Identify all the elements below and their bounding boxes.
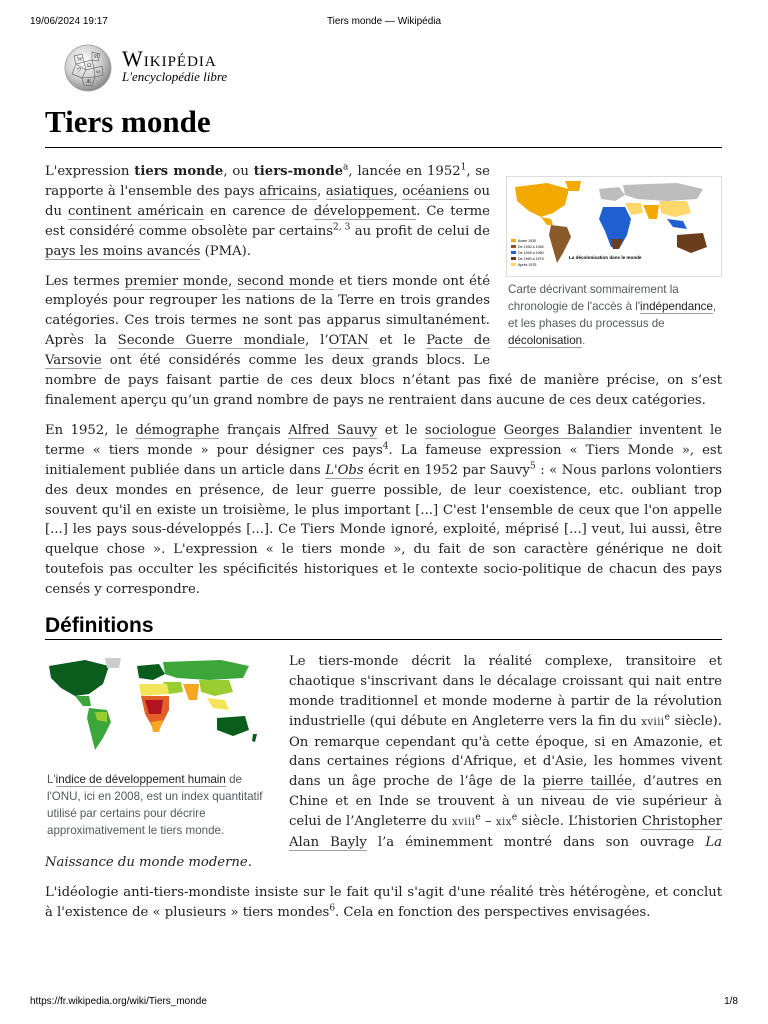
link-alfred-sauvy[interactable]: Alfred Sauvy	[288, 422, 378, 438]
note-a[interactable]: a	[343, 162, 349, 173]
tagline: L'encyclopédie libre	[122, 69, 228, 84]
link-pierre-taillee[interactable]: pierre taillée	[542, 774, 632, 790]
ref-5[interactable]: 5	[529, 461, 536, 472]
hdi-caption: L'indice de développement humain de l'ONU, ici en 2008, est un index quantitatif utilisé par certains pour décrire approximativement le tiers monde.	[47, 772, 263, 837]
legend-item-2: De 1930 à 1945	[518, 245, 544, 249]
link-georges-balandier[interactable]: Georges Balandier	[503, 422, 632, 438]
ref-1[interactable]: 1	[460, 162, 467, 173]
paragraph-anti-tiers-mondiste: L'idéologie anti-tiers-mondiste insiste sur le fait qu'il s'agit d'une réalité très hétérogène, et conclut à l'existence de « plusieurs » tiers mondes$^6$. Cela en fonction des perspectives envisagées.	[45, 884, 722, 920]
link-africains[interactable]: africains	[259, 183, 318, 199]
map-hdi-north-africa	[139, 684, 169, 696]
paragraph-intro: L'expression tiers monde, ou tiers-monde$^a$, lancée en 1952$^1$, se rapporte à l'ensemble des pays africains, asiatiques, océaniens ou du continent américain en carence de développement. Ce terme est considéré comme obsolète par certains$^{2, 3}$ au profit de celui de pays les moins avancés (PMA).	[45, 162, 491, 259]
print-footer	[30, 996, 738, 1010]
map-title: La décolonisation dans le monde	[569, 255, 642, 260]
hdi-figure	[45, 656, 267, 839]
link-lobs[interactable]: L'Obs	[325, 462, 364, 478]
print-page-number: 1/8	[724, 996, 738, 1007]
decolonization-caption: Carte décrivant sommairement la chronologie de l'accès à l'indépendance, et les phases du processus de décolonisation.	[508, 282, 717, 347]
link-decolonisation[interactable]: décolonisation	[508, 333, 583, 347]
print-tab-title: Tiers monde — Wikipédia	[326, 16, 442, 27]
decolonization-map-image	[507, 177, 721, 269]
ref-2-3[interactable]: 2, 3	[333, 222, 351, 233]
link-continent-americain[interactable]: continent américain	[67, 203, 205, 219]
print-url: https://fr.wikipedia.org/wiki/Tiers_monde	[30, 996, 207, 1007]
link-independance[interactable]: indépendance	[640, 299, 713, 313]
svg-text:Ж: Ж	[86, 79, 92, 85]
hdi-map-image	[45, 656, 265, 760]
ref-6[interactable]: 6	[329, 903, 336, 914]
svg-text:ω: ω	[96, 69, 100, 75]
link-seconde-guerre-mondiale[interactable]: Seconde Guerre mondiale	[117, 333, 306, 349]
link-sociologue[interactable]: sociologue	[424, 422, 497, 438]
page-title: Tiers monde	[45, 104, 211, 139]
section-gap	[45, 640, 722, 652]
section-heading-definitions: Définitions	[45, 616, 722, 640]
svg-text:ウ: ウ	[76, 68, 83, 74]
paragraph-origin: En 1952, le démographe français Alfred Sauvy et le sociologue Georges Balandier inventent le terme « tiers monde » pour désigner ces pays$^4$. La fameuse expression « Tiers Monde », est initialement publiée dans un article dans L'Obs écrit en 1952 par Sauvy$^5$ : « Nous parlons volontiers des deux mondes en présence, de leur guerre possible, de leur coexistence, etc. oubliant trop souvent qu'il en existe un troisième, le plus important [...] C'est l'ensemble de ceux que l'on appelle [...] les pays sous-développés [...]. Ce Tiers Monde ignoré, exploité, méprisé [...] veut, lui aussi, être quelque chose ». L'expression « le tiers monde », du fait de son caractère générique ne doit toutefois pas occulter les spécificités historiques et le contexte socio-politique de chacun des pays censés y correspondre.	[45, 422, 723, 598]
svg-text:W: W	[77, 57, 83, 63]
print-date: 19/06/2024 19:17	[30, 16, 108, 27]
wikipedia-logo[interactable]	[62, 42, 262, 92]
paragraph-definition: Le tiers-monde décrit la réalité complexe, transitoire et chaotique s'inscrivant dans le décalage croissant qui nait entre monde traditionnel et monde moderne à partir de la révolution industrielle (qui débute en Angleterre vers la fin du xviii$^e$ siècle). On remarque cependant qu'à cette époque, si en Amazonie, et dans certaines régions d'Afrique, et d'Asie, les hommes vivent dans un âge proche de l’âge de la pierre taillée, d’autres en Chine et en Inde se trouvent à un niveau de vie supérieur à celui de l’Angleterre du xviii$^e$ – xix$^e$ siècle. L’historien Christopher Alan Bayly l’a éminemment montré dans son ouvrage La Naissance du monde moderne.	[45, 653, 723, 870]
legend-item-1: Avant 1930	[518, 239, 537, 243]
link-pacte-de-varsovie[interactable]: Pacte de Varsovie	[45, 333, 491, 369]
link-premier-monde[interactable]: premier monde	[124, 273, 229, 289]
decolonization-figure	[506, 176, 722, 349]
wordmark: Wikipédia	[122, 46, 217, 71]
article-body	[45, 162, 722, 933]
decolonization-map[interactable]	[506, 176, 722, 277]
map-hdi-greenland	[105, 658, 121, 668]
svg-text:Ω: Ω	[87, 63, 92, 69]
link-pays-moins-avances[interactable]: pays les moins avancés	[45, 243, 201, 259]
print-header	[30, 16, 738, 30]
legend-item-5: Après 1975	[518, 263, 537, 267]
hdi-map[interactable]	[45, 656, 267, 767]
link-christopher-alan-bayly[interactable]: Christopher Alan Bayly	[289, 814, 722, 851]
link-demographe[interactable]: démographe	[135, 422, 220, 438]
link-developpement[interactable]: développement	[313, 203, 417, 219]
svg-text:И: И	[94, 54, 99, 60]
title-rule	[45, 147, 722, 148]
link-otan[interactable]: OTAN	[328, 333, 369, 349]
link-second-monde[interactable]: second monde	[237, 273, 335, 289]
wikipedia-globe-icon	[62, 42, 114, 94]
link-asiatiques[interactable]: asiatiques	[325, 183, 394, 199]
link-indice-developpement-humain[interactable]: indice de développement humain	[55, 772, 226, 786]
legend-item-3: De 1945 à 1960	[518, 251, 544, 255]
ref-4[interactable]: 4	[382, 441, 389, 452]
legend-item-4: De 1960 à 1975	[518, 257, 544, 261]
paragraph-three-worlds: Les termes premier monde, second monde et tiers monde ont été employés pour regrouper les nations de la Terre en trois grandes catégories. Ces trois termes ne sont pas apparus simultanément. Après la Seconde Guerre mondiale, l’OTAN et le Pacte de Varsovie ont été considérés comme les deux grands blocs. Le nombre de pays faisant partie de ces deux blocs n’étant pas fixé de manière précise, on s’est finalement aperçu qu’un grand nombre de pays ne rentraient dans aucune de ces deux catégories.	[45, 273, 722, 408]
link-oceaniens[interactable]: océaniens	[402, 183, 470, 199]
